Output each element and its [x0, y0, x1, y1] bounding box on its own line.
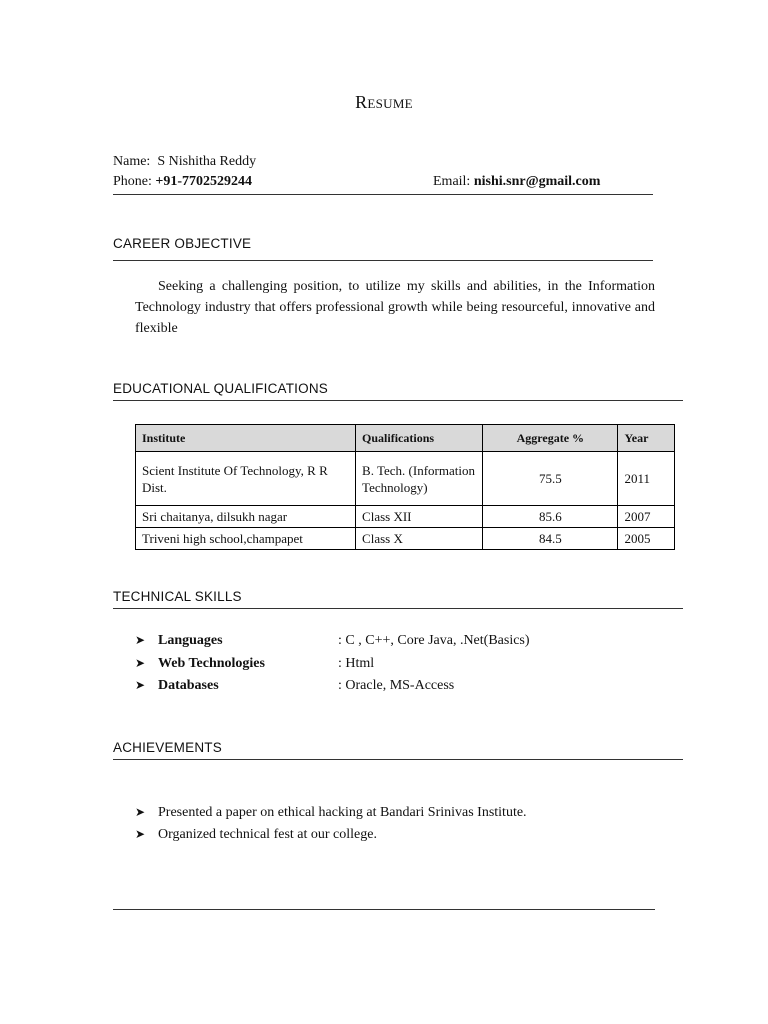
phone-label: Phone: — [113, 174, 152, 189]
column-header-aggregate: Aggregate % — [483, 425, 618, 452]
achievement-text: Organized technical fest at our college. — [158, 827, 377, 842]
table-row — [136, 452, 675, 506]
arrow-bullet-icon: ➤ — [135, 827, 146, 841]
skill-value: : C , C++, Core Java, .Net(Basics) — [338, 633, 530, 648]
email-line — [433, 174, 600, 190]
year-cell: 2005 — [618, 528, 675, 550]
arrow-bullet-icon: ➤ — [135, 655, 146, 670]
column-header-year: Year — [618, 425, 675, 452]
skill-label: Databases — [158, 678, 219, 693]
career-objective-text: Seeking a challenging position, to utilize my skills and abilities, in the Information Technology industry that offers professional growth while being resourceful, innovative and flexible — [135, 279, 655, 336]
achievements-heading: ACHIEVEMENTS — [113, 740, 222, 755]
qualification-cell: Class XII — [356, 506, 483, 528]
column-header-institute: Institute — [136, 425, 356, 452]
career-objective-heading: CAREER OBJECTIVE — [113, 236, 252, 251]
column-header-qualifications: Qualifications — [356, 425, 483, 452]
institute-cell: Sri chaitanya, dilsukh nagar — [136, 506, 356, 528]
qualification-cell: B. Tech. (Information Technology) — [356, 452, 483, 506]
phone-line — [113, 174, 252, 190]
name-value: S Nishitha Reddy — [157, 154, 257, 169]
table-row — [136, 506, 675, 528]
institute-cell: Triveni high school,champapet — [136, 528, 356, 550]
arrow-bullet-icon: ➤ — [135, 633, 146, 647]
technical-skills-heading: TECHNICAL SKILLS — [113, 589, 242, 604]
arrow-bullet-icon: ➤ — [135, 805, 146, 819]
footer-divider — [113, 909, 655, 910]
career-objective-divider — [113, 260, 653, 261]
email-value: nishi.snr@gmail.com — [473, 174, 601, 189]
aggregate-cell: 85.6 — [483, 506, 618, 528]
skill-value: : Oracle, MS-Access — [338, 678, 455, 693]
achievements-divider — [113, 759, 683, 760]
skill-value: : Html — [338, 655, 375, 671]
email-label: Email: — [433, 174, 471, 189]
aggregate-cell: 75.5 — [483, 452, 618, 506]
year-cell: 2007 — [618, 506, 675, 528]
document-title: Resume — [355, 92, 413, 112]
achievement-text: Presented a paper on ethical hacking at Bandari Srinivas Institute. — [158, 805, 527, 820]
skill-label: Languages — [158, 633, 223, 648]
institute-cell: Scient Institute Of Technology, R R Dist. — [136, 452, 356, 506]
name-label: Name: — [113, 154, 151, 169]
education-divider — [113, 400, 683, 401]
skill-label: Web Technologies — [158, 655, 265, 671]
education-table-header — [136, 425, 675, 452]
name-line — [113, 154, 256, 170]
arrow-bullet-icon: ➤ — [135, 678, 146, 692]
education-heading: EDUCATIONAL QUALIFICATIONS — [113, 381, 328, 396]
education-table — [135, 424, 675, 550]
technical-skills-divider — [113, 608, 683, 609]
aggregate-cell: 84.5 — [483, 528, 618, 550]
qualification-cell: Class X — [356, 528, 483, 550]
contact-divider — [113, 194, 653, 195]
table-row — [136, 528, 675, 550]
year-cell: 2011 — [618, 452, 675, 506]
phone-value: +91-7702529244 — [155, 174, 253, 189]
